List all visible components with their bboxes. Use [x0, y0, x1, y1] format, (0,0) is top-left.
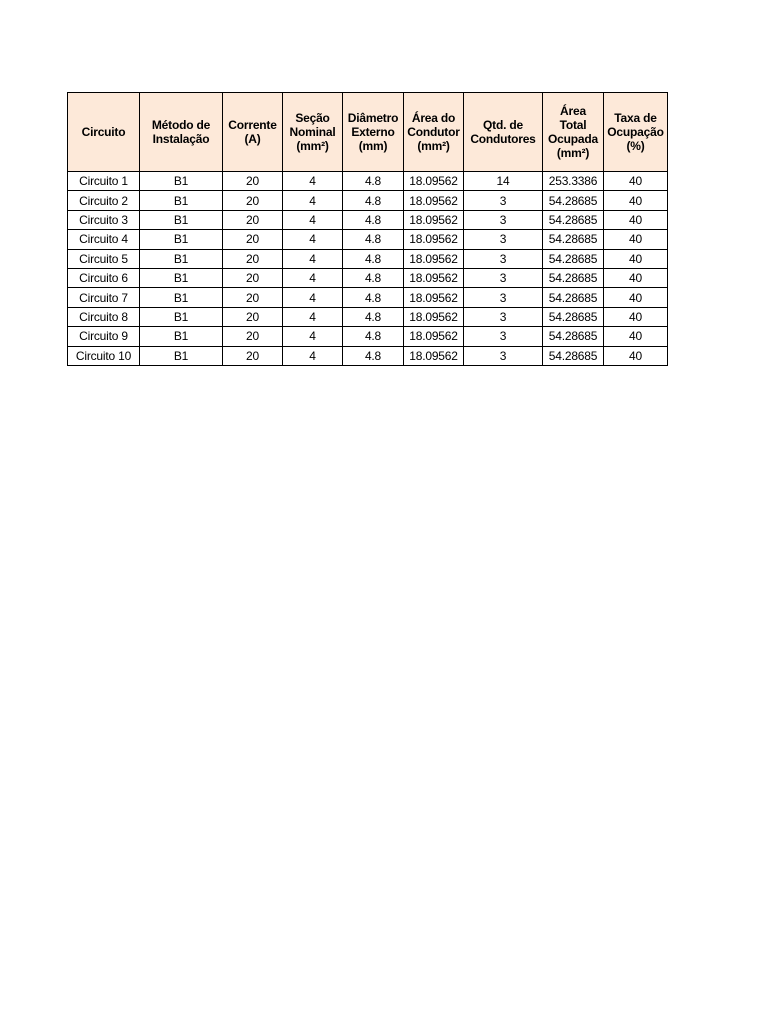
cell-area-condutor: 18.09562 — [404, 268, 464, 287]
cell-area-total: 54.28685 — [543, 191, 604, 210]
cell-metodo: B1 — [140, 210, 223, 229]
cell-qtd: 3 — [464, 268, 543, 287]
cell-circuito: Circuito 6 — [68, 268, 140, 287]
cell-secao: 4 — [283, 172, 343, 191]
header-secao-nominal — [283, 93, 343, 172]
cell-area-condutor: 18.09562 — [404, 172, 464, 191]
cell-qtd: 3 — [464, 191, 543, 210]
cell-corrente: 20 — [223, 172, 283, 191]
table-row — [68, 307, 668, 326]
cell-corrente: 20 — [223, 268, 283, 287]
cell-qtd: 3 — [464, 230, 543, 249]
cell-circuito: Circuito 10 — [68, 346, 140, 365]
cell-secao: 4 — [283, 288, 343, 307]
cell-corrente: 20 — [223, 307, 283, 326]
header-text: Corrente — [228, 118, 277, 132]
cell-area-condutor: 18.09562 — [404, 346, 464, 365]
cell-circuito: Circuito 1 — [68, 172, 140, 191]
cell-diametro: 4.8 — [343, 327, 404, 346]
cell-area-total: 54.28685 — [543, 249, 604, 268]
cell-corrente: 20 — [223, 288, 283, 307]
header-taxa-ocupacao — [604, 93, 668, 172]
cell-area-total: 253.3386 — [543, 172, 604, 191]
cell-corrente: 20 — [223, 210, 283, 229]
header-text: Condutores — [470, 132, 536, 146]
table-row — [68, 268, 668, 287]
cell-taxa: 40 — [604, 210, 668, 229]
cell-secao: 4 — [283, 230, 343, 249]
cell-metodo: B1 — [140, 288, 223, 307]
cell-secao: 4 — [283, 327, 343, 346]
header-text: (A) — [244, 132, 261, 146]
header-text: (mm) — [358, 139, 388, 153]
header-text: (mm²) — [556, 146, 590, 160]
cell-metodo: B1 — [140, 307, 223, 326]
cell-circuito: Circuito 9 — [68, 327, 140, 346]
cell-taxa: 40 — [604, 249, 668, 268]
cell-area-condutor: 18.09562 — [404, 191, 464, 210]
header-text: Instalação — [152, 132, 210, 146]
header-text: (mm²) — [417, 139, 450, 153]
header-text: Taxa de — [614, 111, 657, 125]
cell-circuito: Circuito 4 — [68, 230, 140, 249]
cell-taxa: 40 — [604, 230, 668, 249]
cell-metodo: B1 — [140, 268, 223, 287]
header-text: (%) — [626, 139, 645, 153]
cell-taxa: 40 — [604, 307, 668, 326]
cell-qtd: 3 — [464, 288, 543, 307]
cell-secao: 4 — [283, 346, 343, 365]
cell-taxa: 40 — [604, 346, 668, 365]
cell-area-total: 54.28685 — [543, 307, 604, 326]
header-text: Total — [559, 118, 587, 132]
cell-taxa: 40 — [604, 172, 668, 191]
cell-corrente: 20 — [223, 230, 283, 249]
cell-diametro: 4.8 — [343, 346, 404, 365]
cell-circuito: Circuito 7 — [68, 288, 140, 307]
cell-area-total: 54.28685 — [543, 288, 604, 307]
cell-circuito: Circuito 5 — [68, 249, 140, 268]
cell-area-total: 54.28685 — [543, 346, 604, 365]
cell-taxa: 40 — [604, 191, 668, 210]
header-text: Método de — [151, 118, 211, 132]
header-area-total-ocupada — [543, 93, 604, 172]
header-row — [68, 93, 668, 172]
header-text: Condutor — [407, 125, 460, 139]
table-row — [68, 230, 668, 249]
header-metodo-instalacao — [140, 93, 223, 172]
cell-diametro: 4.8 — [343, 210, 404, 229]
header-text: (mm²) — [296, 139, 329, 153]
table-row — [68, 191, 668, 210]
cell-qtd: 3 — [464, 307, 543, 326]
header-diametro-externo — [343, 93, 404, 172]
cell-taxa: 40 — [604, 288, 668, 307]
header-text: Seção — [295, 111, 330, 125]
header-text: Área — [560, 104, 586, 118]
header-text: Qtd. de — [483, 118, 523, 132]
cell-corrente: 20 — [223, 191, 283, 210]
cell-circuito: Circuito 8 — [68, 307, 140, 326]
cell-secao: 4 — [283, 210, 343, 229]
table-row — [68, 172, 668, 191]
header-text: Nominal — [289, 125, 336, 139]
cell-area-condutor: 18.09562 — [404, 307, 464, 326]
cell-qtd: 14 — [464, 172, 543, 191]
table-row — [68, 249, 668, 268]
cell-metodo: B1 — [140, 172, 223, 191]
cell-metodo: B1 — [140, 346, 223, 365]
header-text: Externo — [351, 125, 395, 139]
cell-corrente: 20 — [223, 249, 283, 268]
header-qtd-condutores — [464, 93, 543, 172]
cell-qtd: 3 — [464, 210, 543, 229]
cell-diametro: 4.8 — [343, 307, 404, 326]
cell-diametro: 4.8 — [343, 268, 404, 287]
cell-metodo: B1 — [140, 249, 223, 268]
header-text: Ocupada — [548, 132, 598, 146]
cell-circuito: Circuito 3 — [68, 210, 140, 229]
cell-diametro: 4.8 — [343, 249, 404, 268]
table-body — [68, 172, 668, 366]
cell-area-condutor: 18.09562 — [404, 327, 464, 346]
cell-secao: 4 — [283, 191, 343, 210]
header-corrente — [223, 93, 283, 172]
cell-diametro: 4.8 — [343, 172, 404, 191]
cell-taxa: 40 — [604, 327, 668, 346]
cell-area-total: 54.28685 — [543, 327, 604, 346]
cell-area-condutor: 18.09562 — [404, 230, 464, 249]
cell-area-condutor: 18.09562 — [404, 210, 464, 229]
cell-area-condutor: 18.09562 — [404, 288, 464, 307]
cell-qtd: 3 — [464, 346, 543, 365]
cell-corrente: 20 — [223, 327, 283, 346]
spreadsheet-page — [67, 92, 668, 366]
header-text: Área do — [411, 111, 456, 125]
cell-diametro: 4.8 — [343, 191, 404, 210]
cell-taxa: 40 — [604, 268, 668, 287]
cell-secao: 4 — [283, 249, 343, 268]
header-text: Diâmetro — [347, 111, 399, 125]
cell-area-condutor: 18.09562 — [404, 249, 464, 268]
table-row — [68, 346, 668, 365]
cell-secao: 4 — [283, 307, 343, 326]
cell-diametro: 4.8 — [343, 288, 404, 307]
circuit-conduit-table — [67, 92, 668, 366]
table-row — [68, 288, 668, 307]
table-row — [68, 327, 668, 346]
header-text: Ocupação — [607, 125, 664, 139]
cell-area-total: 54.28685 — [543, 268, 604, 287]
cell-circuito: Circuito 2 — [68, 191, 140, 210]
cell-area-total: 54.28685 — [543, 230, 604, 249]
cell-metodo: B1 — [140, 327, 223, 346]
cell-secao: 4 — [283, 268, 343, 287]
cell-metodo: B1 — [140, 191, 223, 210]
header-circuito — [68, 93, 140, 172]
table-row — [68, 210, 668, 229]
cell-diametro: 4.8 — [343, 230, 404, 249]
header-text: Circuito — [81, 125, 126, 139]
cell-corrente: 20 — [223, 346, 283, 365]
cell-area-total: 54.28685 — [543, 210, 604, 229]
cell-metodo: B1 — [140, 230, 223, 249]
header-area-condutor — [404, 93, 464, 172]
cell-qtd: 3 — [464, 327, 543, 346]
cell-qtd: 3 — [464, 249, 543, 268]
